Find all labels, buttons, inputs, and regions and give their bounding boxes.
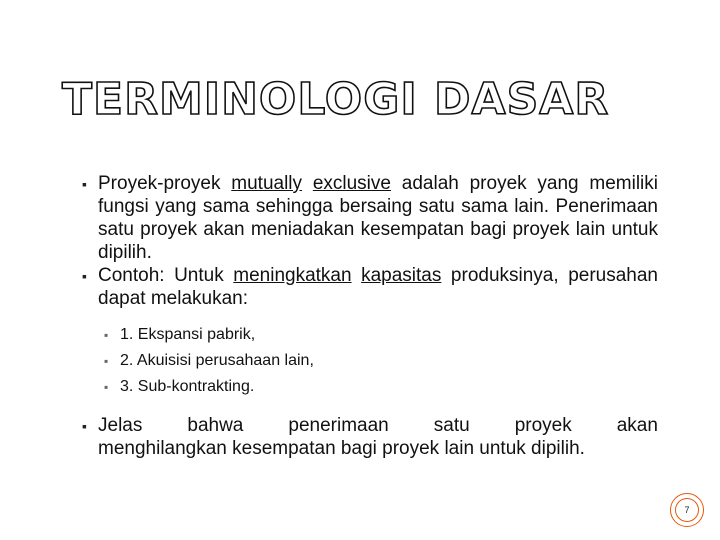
word: akan [616,415,658,436]
sub-list-item [104,348,658,374]
slide-content [82,172,658,460]
word: bahwa [187,415,244,436]
sub-list-item [104,322,658,348]
sub-item-text: 1. Ekspansi pabrik, [120,326,256,343]
sub-list [82,322,658,400]
bullet-icon: ▪ [82,176,87,192]
slide-title: TERMINOLOGI DASAR [62,74,610,125]
bullet-contoh [82,264,658,310]
bullet-icon: ▪ [104,380,109,394]
bullet-line-2: menghilangkan kesempatan bagi proyek lain untuk dipilih. [98,438,585,459]
underlined-term: mutually [231,173,303,194]
word: satu [433,415,470,436]
bullet-icon: ▪ [82,268,87,284]
bullet-icon: ▪ [82,418,87,434]
bullet-text-part [302,173,313,194]
word: Jelas [98,415,143,436]
bullet-mutually-exclusive [82,172,658,264]
page-number: 7 [675,498,699,522]
bullet-text-part: Contoh: Untuk [98,265,234,286]
sub-item-text: 3. Sub-kontrakting. [120,378,255,395]
bullet-text-part: adalah proyek yang memiliki fungsi yang sama sehingga bersaing satu sama lain. Penerimaan satu proyek akan meniadakan kesempatan bagi proyek lain untuk dipilih. [98,173,659,263]
bullet-line-1 [98,414,658,437]
underlined-term: kapasitas [361,265,442,286]
underlined-term: exclusive [312,173,391,194]
bullet-icon: ▪ [104,354,109,368]
word: proyek [514,415,572,436]
bullet-text-part [352,265,362,286]
bullet-icon: ▪ [104,328,109,342]
bullet-text-part: Proyek-proyek [98,173,232,194]
page-number-badge [670,493,704,527]
sub-item-text: 2. Akuisisi perusahaan lain, [120,352,314,369]
sub-list-item [104,374,658,400]
word: penerimaan [288,415,389,436]
bullet-text-part: produksinya, perusahan dapat melakukan: [98,265,658,309]
bullet-jelas [82,414,658,460]
underlined-term: meningkatkan [233,265,352,286]
